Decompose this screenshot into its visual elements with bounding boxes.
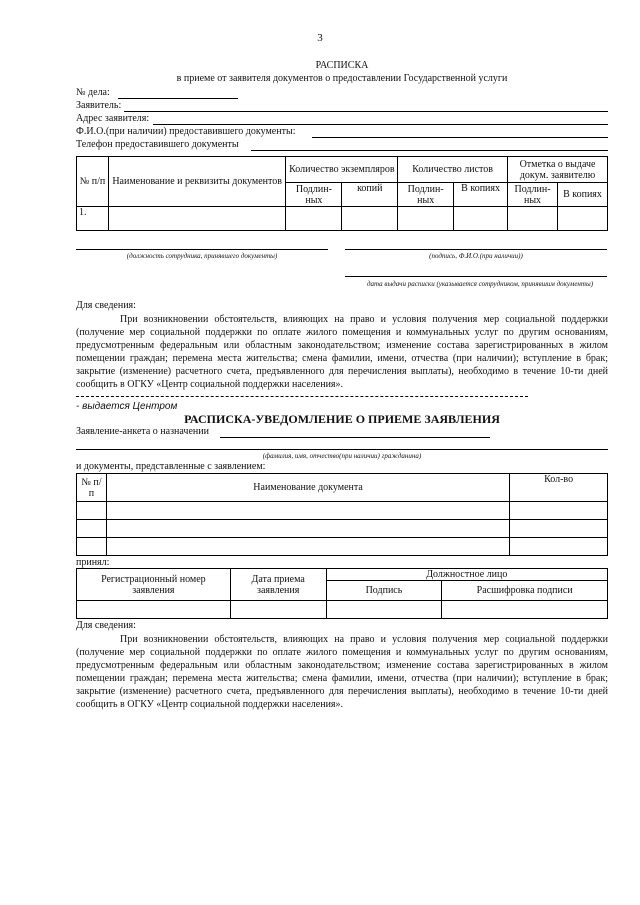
notice2-text [76,633,608,711]
receipt-subtitle: в приеме от заявителя документов о предоставлении Государственной услуги [176,73,508,84]
submitted-documents-table [76,473,608,556]
row-cell[interactable] [230,601,326,619]
row-cell[interactable] [106,538,509,556]
position-caption: (должность сотрудника, принявшего документы) [126,252,278,260]
date-line[interactable] [345,276,607,277]
row-cell[interactable] [510,520,608,538]
official-header: Должностное лицо [326,569,607,581]
row-cell[interactable] [77,520,107,538]
receipt-documents-table [76,156,608,231]
row-num-cell: 1. [77,207,109,231]
issued-by-note: - выдается Центром [76,401,178,412]
col-num-header: № п/п [77,157,109,207]
sub-originals3-header: Подлин- ных [508,183,558,207]
notice2-text-content: При возникновении обстоятельств, влияющих на право и условия получения мер социальной поддержки (получение мер социальной поддержки по оплате жилого помещения и коммунальных услуг по другим основаниям, предусмотренным федеральным или областным законодательством; изменение состава зарегистрированных в жилом помещении граждан; перемена места жительства; смена фамилии, имени, отчества (при наличии); вступление в брак; закрытие (изменение) расчетного счета, предъявленного для перечисления выплаты), необходимо в течение 10-ти дней сообщить в ОГКУ «Центр социальной поддержки населения». [76,634,608,710]
accepted-label: принял: [76,557,110,568]
sub-copies3-header: В копиях [558,183,608,207]
table-row [77,601,608,619]
case-number-field[interactable] [118,98,238,99]
docs-col-num-header: № п/п [77,474,107,502]
case-number-label: № дела: [76,87,110,98]
cut-line [76,396,528,397]
col-issue-mark-header: Отметка о выдаче докум. заявителю [508,157,608,183]
row-cell[interactable] [106,502,509,520]
applicant-address-field[interactable] [153,124,608,125]
sub-copies-header: копий [342,183,398,207]
notice1-text-content: При возникновении обстоятельств, влияющих на право и условия получения мер социальной поддержки (получение мер социальной поддержки по оплате жилого помещения и коммунальных услуг по другим основаниям, предусмотренным федеральным или областным законодательством; изменение состава зарегистрированных в жилом помещении граждан; перемена места жительства; смена фамилии, имени, отчества (при наличии); вступление в брак; закрытие (изменение) расчетного счета, предъявленного для перечисления выплаты), необходимо в течение 10-ти дней сообщить в ОГКУ «Центр социальной поддержки населения». [76,314,608,390]
submitter-name-field[interactable] [312,137,608,138]
docs-col-name-header: Наименование документа [106,474,509,502]
table-row [77,538,608,556]
row-cell[interactable] [510,502,608,520]
reg-number-header: Регистрационный номер заявления [77,569,231,601]
decoding-subheader: Расшифровка подписи [442,581,608,601]
receipt-title: РАСПИСКА [315,60,369,71]
acceptance-table [76,568,608,619]
row-cell[interactable] [77,601,231,619]
applicant-field[interactable] [124,111,608,112]
col-copies-count-header: Количество экземпляров [286,157,398,183]
col-name-header: Наименование и реквизиты документов [108,157,286,207]
signature-line[interactable] [345,249,607,250]
applicant-name-line[interactable] [76,449,608,450]
notice1-text [76,313,608,391]
col-sheets-count-header: Количество листов [398,157,508,183]
applicant-name-caption: (фамилия, имя, отчество(при наличии) гражданина) [262,452,422,460]
table-row [77,502,608,520]
row-name-cell[interactable] [108,207,286,231]
row-cell[interactable] [286,207,342,231]
accept-date-header: Дата приема заявления [230,569,326,601]
row-cell[interactable] [398,207,454,231]
sub-originals-header: Подлин- ных [286,183,342,207]
row-cell[interactable] [326,601,442,619]
row-cell[interactable] [342,207,398,231]
date-caption: дата выдачи расписки (указывается сотрудником, принявшим документы) [366,280,594,288]
submitter-phone-label: Телефон предоставившего документы [76,139,239,150]
row-cell[interactable] [510,538,608,556]
applicant-address-label: Адрес заявителя: [76,113,150,124]
row-cell[interactable] [106,520,509,538]
row-cell[interactable] [77,502,107,520]
submitter-name-label: Ф.И.О.(при наличии) предоставившего документы: [76,126,296,137]
position-signature-line[interactable] [76,249,328,250]
table-row [77,207,608,231]
submitter-phone-field[interactable] [251,150,608,151]
signature-caption: (подпись, Ф.И.О.(при наличии)) [429,252,523,260]
notice2-heading: Для сведения: [76,620,136,631]
row-cell[interactable] [508,207,558,231]
row-cell[interactable] [442,601,608,619]
row-cell[interactable] [558,207,608,231]
page-number: 3 [317,32,323,44]
table-row [77,520,608,538]
docs-col-qty-header: Кол-во [510,474,608,502]
sub-in-copies-header: В копиях [454,183,508,207]
applicant-label: Заявитель: [76,100,122,111]
row-cell[interactable] [454,207,508,231]
signature-subheader: Подпись [326,581,442,601]
application-label: Заявление-анкета о назначении [76,426,209,437]
row-cell[interactable] [77,538,107,556]
notice1-heading: Для сведения: [76,300,136,311]
sub-originals2-header: Подлин- ных [398,183,454,207]
application-field[interactable] [220,437,490,438]
docs-label: и документы, представленные с заявлением: [76,461,266,472]
notification-title: РАСПИСКА-УВЕДОМЛЕНИЕ О ПРИЕМЕ ЗАЯВЛЕНИЯ [184,412,500,426]
